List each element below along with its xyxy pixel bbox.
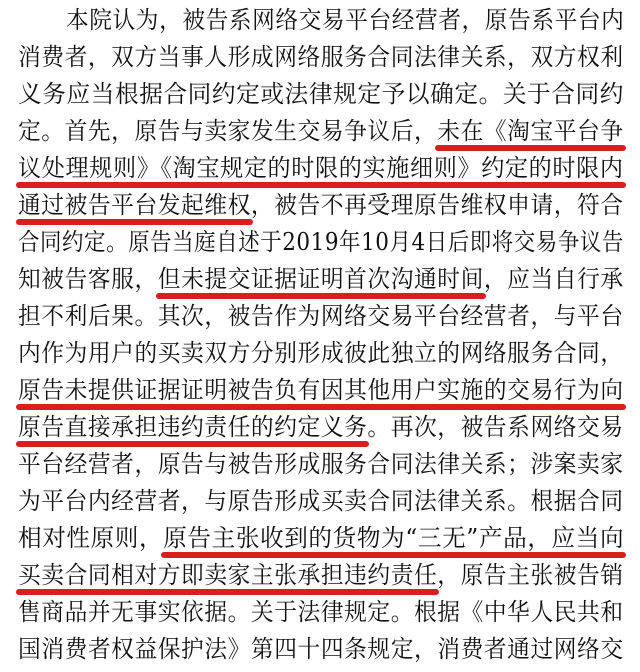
text-segment: 合同约定。原告当庭自述于2019年10月4日后即将交易争议告: [18, 228, 624, 256]
text-segment: 内作为用户的买卖双方分别形成彼此独立的网络服务合同，: [18, 339, 624, 367]
text-line: [18, 631, 624, 667]
red-underline: [435, 145, 625, 151]
text-line: [18, 520, 625, 556]
red-underline: [16, 589, 439, 595]
text-segment: 为平台内经营者，与原告形成买卖合同法律关系。根据合同: [18, 487, 624, 515]
text-segment: 消费者，双方当事人形成网络服务合同法律关系，双方权利: [18, 43, 624, 71]
red-underline: [16, 441, 369, 447]
text-line: [18, 224, 624, 260]
text-segment: 定。首先，原告与卖家发生交易争议后，: [18, 117, 438, 145]
text-segment: 售商品并无事实依据。关于法律规定。根据《中华人民共和: [18, 598, 624, 626]
text-line: [18, 372, 624, 408]
red-underline: [16, 219, 253, 225]
text-line: [18, 39, 624, 75]
text-segment: 平台经营者，原告与被告形成服务合同法律关系；涉案卖家: [18, 450, 624, 478]
highlighted-phrase: 买卖合同相对方即卖家主张承担违约责任: [18, 561, 438, 589]
red-underline: [16, 182, 626, 188]
text-line: [18, 113, 624, 149]
text-line: [18, 150, 624, 186]
text-line: [18, 409, 624, 445]
highlighted-phrase: 但未提交证据证明首次沟通时间: [157, 265, 484, 293]
text-line: [18, 187, 624, 223]
text-segment: 相对性原则，: [18, 524, 164, 552]
text-segment: ，原告主张被告销: [437, 561, 624, 589]
text-segment: ，被告不再受理原告维权申请，符合: [250, 191, 624, 219]
text-line: [18, 446, 624, 482]
text-segment: 国消费者权益保护法》第四十四条规定，消费者通过网络交: [18, 635, 624, 663]
red-underline: [161, 552, 626, 558]
text-segment: 担不利后果。其次，被告作为网络交易平台经营者，与平台: [18, 302, 624, 330]
text-line: [66, 2, 625, 38]
text-line: [18, 76, 625, 112]
text-line: [18, 298, 624, 334]
text-line: [18, 335, 624, 371]
text-segment: 。再次，被告系网络交易: [367, 413, 624, 441]
text-line: [18, 557, 624, 593]
red-underline: [16, 404, 626, 410]
red-underline: [156, 293, 486, 299]
highlighted-phrase: 原告未提供证据证明被告负有因其他用户实施的交易行为向: [18, 376, 624, 404]
text-line: [18, 594, 624, 630]
highlighted-phrase: 未在《淘宝平台争: [437, 117, 624, 145]
highlighted-phrase: 议处理规则》《淘宝规定的时限的实施细则》约定的时限内: [18, 154, 624, 182]
text-segment: 本院认为，被告系网络交易平台经营者，原告系平台内: [66, 6, 625, 34]
highlighted-phrase: 原告主张收到的货物为“三无”产品，应当向: [163, 524, 625, 552]
highlighted-phrase: 通过被告平台发起维权: [18, 191, 251, 219]
text-line: [18, 261, 624, 297]
text-segment: ，应当自行承: [483, 265, 624, 293]
highlighted-phrase: 原告直接承担违约责任的约定义务: [18, 413, 368, 441]
text-segment: 义务应当根据合同约定或法律规定予以确定。关于合同约: [18, 80, 625, 108]
text-segment: 知被告客服，: [18, 265, 158, 293]
text-line: [18, 483, 624, 519]
